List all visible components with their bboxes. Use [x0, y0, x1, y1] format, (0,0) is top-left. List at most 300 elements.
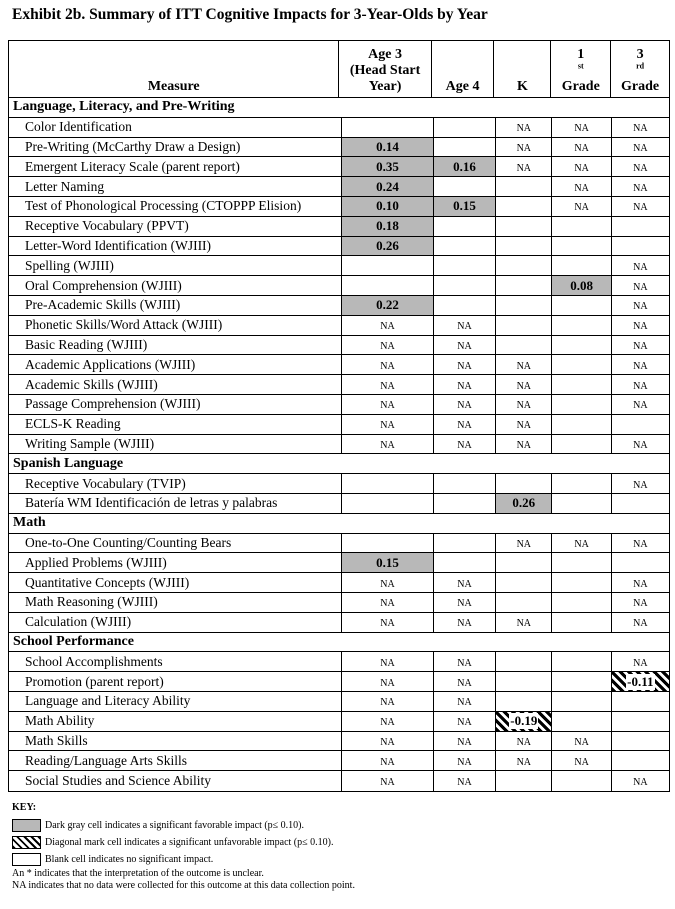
- table-row: [9, 692, 669, 712]
- cell-value: 0.16: [453, 158, 476, 174]
- na-cell: [611, 177, 669, 196]
- cell-value: NA: [457, 618, 472, 630]
- na-cell: [551, 732, 610, 751]
- cell-value: NA: [516, 618, 532, 630]
- section-title: Spanish Language: [13, 455, 124, 471]
- blank-cell: [495, 474, 551, 493]
- table-row: [9, 197, 669, 217]
- blank-cell: [495, 573, 551, 592]
- na-cell: [433, 652, 495, 671]
- na-cell: [611, 534, 669, 553]
- blank-cell: [551, 296, 610, 315]
- header-1st-suffix: st: [577, 61, 584, 71]
- na-cell: [495, 395, 551, 414]
- na-cell: [611, 395, 669, 414]
- key-blank-row: [12, 851, 355, 868]
- measure-label: Receptive Vocabulary (TVIP): [25, 475, 186, 491]
- blank-cell: [495, 692, 551, 711]
- measure-label: Color Identification: [25, 119, 132, 135]
- cell-value: NA: [380, 736, 395, 748]
- na-cell: [495, 435, 551, 454]
- blank-cell: [495, 276, 551, 295]
- na-cell: [433, 771, 495, 791]
- blank-cell: [341, 474, 433, 493]
- table-row: [9, 296, 669, 316]
- measure-label: Basic Reading (WJIII): [25, 336, 148, 352]
- table-row: [9, 534, 669, 554]
- header-age3: [338, 41, 430, 97]
- key-diag-text: Diagonal mark cell indicates a significant unfavorable impact (p≤ 0.10).: [45, 837, 334, 848]
- na-cell: [611, 435, 669, 454]
- blank-cell: [341, 276, 433, 295]
- cell-value: NA: [633, 360, 648, 372]
- section-title: Math: [13, 515, 46, 531]
- key-dark-row: [12, 817, 355, 834]
- cell-value: NA: [633, 281, 648, 293]
- na-cell: [611, 771, 669, 791]
- na-cell: [611, 296, 669, 315]
- blank-cell: [433, 217, 495, 236]
- na-cell: [433, 375, 495, 394]
- blank-cell: [433, 256, 495, 275]
- table-row: [9, 771, 669, 791]
- measure-label: Reading/Language Arts Skills: [25, 752, 187, 768]
- na-cell: [611, 276, 669, 295]
- na-cell: [495, 375, 551, 394]
- blank-cell: [551, 395, 610, 414]
- blank-cell: [551, 375, 610, 394]
- table-row: [9, 217, 669, 237]
- na-cell: [495, 751, 551, 770]
- na-cell: [433, 355, 495, 374]
- blank-cell: [611, 692, 669, 711]
- measure-label: Language and Literacy Ability: [25, 693, 191, 709]
- blank-cell: [495, 652, 551, 671]
- header-3rd-suffix: rd: [636, 61, 645, 71]
- cell-value: 0.14: [376, 138, 399, 154]
- table-row: [9, 494, 669, 514]
- table-row: [9, 553, 669, 573]
- na-cell: [341, 771, 433, 791]
- section-header: [9, 454, 669, 474]
- cell-value: NA: [574, 736, 589, 748]
- blank-cell: [341, 494, 433, 513]
- significant-favorable-cell: [341, 157, 433, 176]
- blank-cell: [495, 237, 551, 256]
- na-cell: [551, 751, 610, 770]
- cell-value: NA: [380, 420, 395, 432]
- header-age3-line2: (Head Start: [349, 63, 421, 78]
- section-header: [9, 514, 669, 534]
- table-row: [9, 751, 669, 771]
- na-cell: [495, 613, 551, 632]
- blank-cell: [551, 593, 610, 612]
- section-title: Language, Literacy, and Pre-Writing: [13, 99, 235, 115]
- impacts-table: [8, 40, 670, 792]
- na-cell: [341, 652, 433, 671]
- blank-cell: [495, 197, 551, 216]
- na-cell: [341, 732, 433, 751]
- header-3rd-word: Grade: [621, 79, 660, 94]
- blank-cell: [551, 573, 610, 592]
- table-row: [9, 474, 669, 494]
- cell-value: NA: [457, 657, 472, 669]
- cell-value: NA: [574, 182, 589, 194]
- table-row: [9, 435, 669, 455]
- blank-cell: [551, 435, 610, 454]
- significant-favorable-cell: [341, 138, 433, 157]
- diagonal-swatch: [12, 836, 41, 849]
- na-cell: [551, 138, 610, 157]
- cell-value: NA: [633, 618, 648, 630]
- cell-value: 0.26: [512, 495, 536, 511]
- header-1st-grade: [550, 41, 610, 97]
- key-diag-row: [12, 834, 355, 851]
- na-cell: [341, 672, 433, 691]
- significant-favorable-cell: [341, 237, 433, 256]
- cell-value: NA: [516, 400, 532, 412]
- cell-value: 0.35: [376, 158, 399, 174]
- cell-value: NA: [380, 756, 395, 768]
- na-cell: [341, 336, 433, 355]
- na-cell: [611, 256, 669, 275]
- blank-cell: [551, 553, 610, 572]
- blank-cell: [341, 534, 433, 553]
- blank-swatch: [12, 853, 41, 866]
- cell-value: NA: [457, 400, 472, 412]
- table-row: [9, 177, 669, 197]
- na-cell: [611, 316, 669, 335]
- header-age4: Age 4: [431, 41, 494, 97]
- na-cell: [341, 316, 433, 335]
- cell-value: NA: [516, 756, 532, 768]
- na-cell: [433, 415, 495, 434]
- measure-label: Emergent Literacy Scale (parent report): [25, 158, 240, 174]
- table-row: [9, 593, 669, 613]
- measure-label: Math Skills: [25, 732, 88, 748]
- cell-value: NA: [380, 697, 395, 709]
- cell-value: NA: [516, 142, 532, 154]
- measure-label: Applied Problems (WJIII): [25, 554, 167, 570]
- blank-cell: [611, 494, 669, 513]
- cell-value: NA: [380, 360, 395, 372]
- blank-cell: [611, 553, 669, 572]
- na-cell: [433, 732, 495, 751]
- measure-label: Letter Naming: [25, 178, 105, 194]
- header-1st-number: 1: [577, 47, 585, 62]
- cell-value: 0.22: [376, 297, 399, 313]
- na-cell: [495, 415, 551, 434]
- na-cell: [341, 692, 433, 711]
- cell-value: NA: [574, 142, 589, 154]
- significant-favorable-cell: [551, 276, 610, 295]
- blank-cell: [341, 256, 433, 275]
- na-cell: [495, 138, 551, 157]
- blank-cell: [551, 355, 610, 374]
- key-legend: [12, 802, 355, 892]
- measure-label: Math Ability: [25, 713, 95, 729]
- table-row: [9, 138, 669, 158]
- na-cell: [433, 395, 495, 414]
- cell-value: NA: [380, 677, 395, 689]
- na-cell: [433, 316, 495, 335]
- cell-value: NA: [380, 578, 395, 590]
- blank-cell: [551, 494, 610, 513]
- section-title: School Performance: [13, 633, 134, 649]
- blank-cell: [433, 276, 495, 295]
- blank-cell: [495, 553, 551, 572]
- cell-value: NA: [380, 598, 395, 610]
- blank-cell: [551, 474, 610, 493]
- table-row: [9, 157, 669, 177]
- blank-cell: [433, 237, 495, 256]
- cell-value: 0.24: [376, 178, 399, 194]
- blank-cell: [433, 118, 495, 137]
- blank-cell: [551, 256, 610, 275]
- blank-cell: [551, 336, 610, 355]
- cell-value: NA: [633, 439, 648, 451]
- cell-value: NA: [457, 340, 472, 352]
- cell-value: NA: [457, 360, 472, 372]
- blank-cell: [495, 217, 551, 236]
- cell-value: NA: [457, 677, 472, 689]
- na-cell: [611, 336, 669, 355]
- table-row: [9, 652, 669, 672]
- cell-value: NA: [633, 321, 648, 333]
- na-cell: [611, 573, 669, 592]
- na-cell: [611, 138, 669, 157]
- cell-value: -0.11: [627, 673, 654, 689]
- na-cell: [551, 157, 610, 176]
- table-row: [9, 395, 669, 415]
- na-cell: [341, 435, 433, 454]
- na-cell: [433, 435, 495, 454]
- table-row: [9, 256, 669, 276]
- na-cell: [611, 197, 669, 216]
- blank-cell: [433, 296, 495, 315]
- na-cell: [611, 355, 669, 374]
- measure-label: Academic Skills (WJIII): [25, 376, 158, 392]
- na-cell: [433, 692, 495, 711]
- cell-value: NA: [380, 657, 395, 669]
- header-k: K: [493, 41, 550, 97]
- blank-cell: [551, 771, 610, 791]
- na-cell: [341, 415, 433, 434]
- blank-cell: [433, 138, 495, 157]
- cell-value: NA: [457, 578, 472, 590]
- na-cell: [495, 118, 551, 137]
- blank-cell: [495, 771, 551, 791]
- cell-value: NA: [633, 340, 648, 352]
- table-row: [9, 276, 669, 296]
- na-cell: [341, 613, 433, 632]
- measure-label: Oral Comprehension (WJIII): [25, 277, 182, 293]
- table-row: [9, 613, 669, 633]
- cell-value: NA: [574, 162, 589, 174]
- significant-favorable-cell: [341, 296, 433, 315]
- cell-value: NA: [516, 380, 532, 392]
- cell-value: NA: [380, 439, 395, 451]
- table-row: [9, 355, 669, 375]
- key-blank-text: Blank cell indicates no significant impact.: [45, 854, 214, 865]
- cell-value: 0.08: [570, 277, 593, 293]
- blank-cell: [551, 316, 610, 335]
- table-body: [9, 98, 669, 791]
- cell-value: NA: [457, 736, 472, 748]
- blank-cell: [611, 415, 669, 434]
- cell-value: NA: [633, 479, 648, 491]
- header-1st-word: Grade: [561, 79, 600, 94]
- na-cell: [495, 157, 551, 176]
- na-cell: [551, 534, 610, 553]
- measure-label: ECLS-K Reading: [25, 416, 121, 432]
- measure-label: Pre-Writing (McCarthy Draw a Design): [25, 138, 241, 154]
- cell-value: NA: [574, 756, 589, 768]
- cell-value: NA: [457, 380, 472, 392]
- cell-value: NA: [380, 776, 395, 788]
- cell-value: NA: [457, 420, 472, 432]
- cell-value: NA: [633, 657, 648, 669]
- blank-cell: [611, 237, 669, 256]
- measure-label: Academic Applications (WJIII): [25, 356, 196, 372]
- table-header: [9, 41, 669, 98]
- cell-value: 0.15: [453, 198, 476, 214]
- measure-label: Phonetic Skills/Word Attack (WJIII): [25, 317, 223, 333]
- cell-value: NA: [516, 538, 532, 550]
- cell-value: NA: [633, 162, 648, 174]
- na-cell: [341, 375, 433, 394]
- cell-value: NA: [633, 776, 648, 788]
- cell-value: NA: [516, 360, 532, 372]
- table-row: [9, 316, 669, 336]
- cell-value: NA: [380, 717, 395, 729]
- blank-cell: [495, 672, 551, 691]
- blank-cell: [551, 613, 610, 632]
- na-cell: [341, 593, 433, 612]
- na-cell: [433, 672, 495, 691]
- significant-favorable-cell: [495, 494, 551, 513]
- table-row: [9, 118, 669, 138]
- measure-label: Pre-Academic Skills (WJIII): [25, 297, 181, 313]
- cell-value: NA: [516, 162, 532, 174]
- blank-cell: [495, 336, 551, 355]
- na-cell: [433, 336, 495, 355]
- key-title: KEY:: [12, 802, 37, 813]
- cell-value: NA: [380, 618, 395, 630]
- blank-cell: [611, 751, 669, 770]
- blank-cell: [433, 494, 495, 513]
- header-3rd-grade: [610, 41, 669, 97]
- na-cell: [433, 712, 495, 731]
- measure-label: Batería WM Identificación de letras y palabras: [25, 495, 278, 511]
- na-cell: [341, 395, 433, 414]
- na-cell: [433, 613, 495, 632]
- measure-label: Promotion (parent report): [25, 673, 164, 689]
- blank-cell: [551, 692, 610, 711]
- blank-cell: [495, 296, 551, 315]
- cell-value: NA: [633, 123, 648, 135]
- section-header: [9, 633, 669, 653]
- cell-value: NA: [633, 400, 648, 412]
- cell-value: NA: [457, 321, 472, 333]
- key-note-unclear: An * indicates that the interpretation of the outcome is unclear.: [12, 868, 264, 879]
- table-row: [9, 573, 669, 593]
- cell-value: NA: [633, 301, 648, 313]
- blank-cell: [341, 118, 433, 137]
- cell-value: 0.10: [376, 198, 399, 214]
- na-cell: [495, 355, 551, 374]
- cell-value: NA: [574, 123, 589, 135]
- blank-cell: [611, 732, 669, 751]
- table-row: [9, 237, 669, 257]
- na-cell: [341, 573, 433, 592]
- table-row: [9, 336, 669, 356]
- measure-label: Social Studies and Science Ability: [25, 772, 211, 788]
- na-cell: [611, 157, 669, 176]
- cell-value: 0.18: [376, 218, 399, 234]
- header-age3-line1: Age 3: [368, 47, 402, 62]
- na-cell: [433, 593, 495, 612]
- measure-label: Spelling (WJIII): [25, 257, 114, 273]
- significant-unfavorable-cell: [495, 712, 551, 731]
- measure-label: Writing Sample (WJIII): [25, 435, 155, 451]
- measure-label: School Accomplishments: [25, 653, 163, 669]
- na-cell: [611, 474, 669, 493]
- cell-value: NA: [380, 400, 395, 412]
- blank-cell: [551, 652, 610, 671]
- blank-cell: [611, 712, 669, 731]
- cell-value: NA: [633, 261, 648, 273]
- cell-value: NA: [633, 202, 648, 214]
- blank-cell: [495, 593, 551, 612]
- na-cell: [551, 177, 610, 196]
- na-cell: [433, 573, 495, 592]
- header-age3-line3: Year): [368, 79, 402, 94]
- significant-favorable-cell: [341, 177, 433, 196]
- dark-gray-swatch: [12, 819, 41, 832]
- cell-value: NA: [457, 598, 472, 610]
- na-cell: [611, 593, 669, 612]
- blank-cell: [551, 415, 610, 434]
- cell-value: NA: [633, 380, 648, 392]
- significant-favorable-cell: [433, 197, 495, 216]
- measure-label: Calculation (WJIII): [25, 614, 132, 630]
- na-cell: [341, 712, 433, 731]
- table-row: [9, 712, 669, 732]
- na-cell: [495, 534, 551, 553]
- table-row: [9, 732, 669, 752]
- na-cell: [551, 118, 610, 137]
- cell-value: NA: [457, 697, 472, 709]
- cell-value: NA: [516, 439, 532, 451]
- cell-value: NA: [516, 123, 532, 135]
- na-cell: [611, 118, 669, 137]
- key-note-na: NA indicates that no data were collected for this outcome at this data collection point.: [12, 880, 355, 891]
- blank-cell: [495, 316, 551, 335]
- blank-cell: [551, 712, 610, 731]
- measure-label: Letter-Word Identification (WJIII): [25, 237, 212, 253]
- blank-cell: [433, 553, 495, 572]
- na-cell: [433, 751, 495, 770]
- cell-value: NA: [457, 756, 472, 768]
- blank-cell: [433, 474, 495, 493]
- cell-value: NA: [457, 439, 472, 451]
- cell-value: NA: [633, 142, 648, 154]
- blank-cell: [551, 237, 610, 256]
- significant-favorable-cell: [433, 157, 495, 176]
- na-cell: [611, 375, 669, 394]
- cell-value: NA: [574, 538, 589, 550]
